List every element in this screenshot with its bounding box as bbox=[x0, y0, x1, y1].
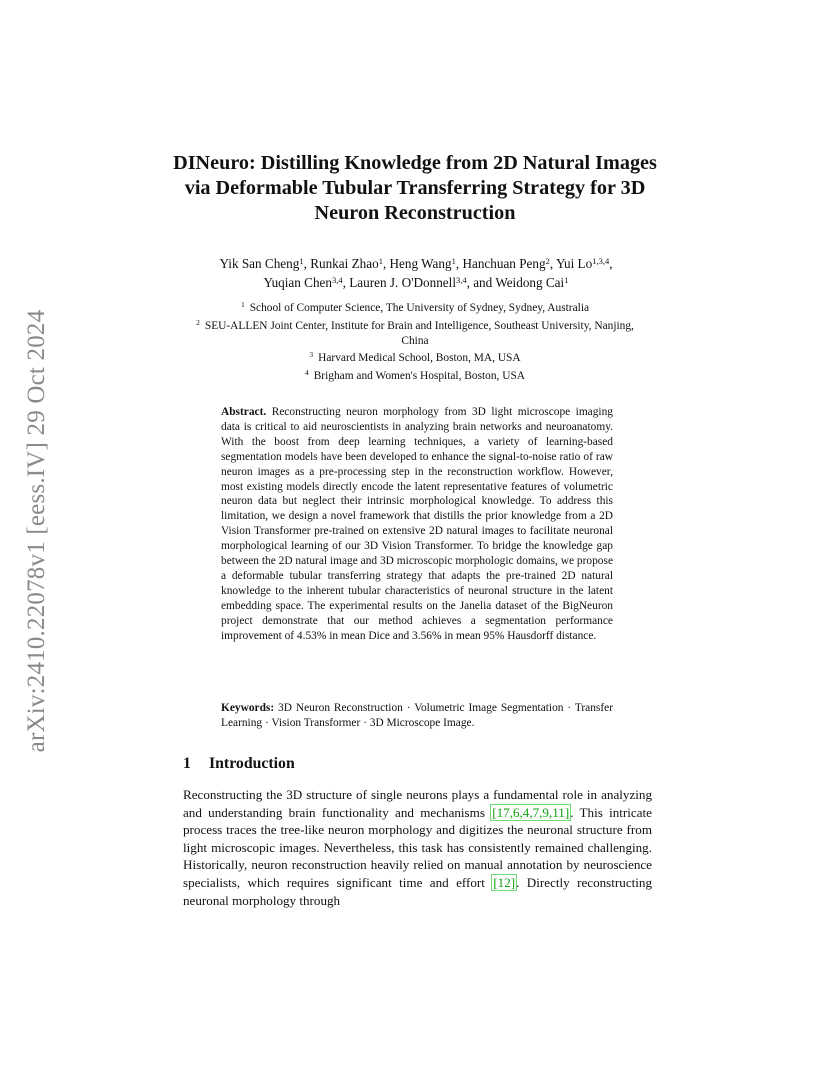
keywords-text: 3D Neuron Reconstruction · Volumetric Image Segmentation · Transfer Learning · Vision Transformer · 3D Microscope Image. bbox=[221, 702, 613, 729]
author: Lauren J. O'Donnell$^{3,4}$, and bbox=[349, 275, 496, 290]
affiliation-list bbox=[195, 298, 635, 384]
intro-text: . Directly reconstructing neuronal morphology through bbox=[183, 874, 652, 908]
abstract-text: Reconstructing neuron morphology from 3D light microscope imaging data is critical to aid neuroscientists in analyzing brain networks and neuroanatomy. With the boost from deep learning techniques, a variety of learning-based segmentation models have been developed to enhance the signal-to-noise ratio of raw neuron images as a pre-processing step in the reconstruction workflow. However, most existing models directly encode the latent representative features of volumetric neuron data but neglect their intrinsic morphological knowledge. To address this limitation, we design a novel framework that distills the prior knowledge from a 2D Vision Transformer pre-trained on extensive 2D natural images to facilitate neuronal morphological learning of our 3D Vision Transformer. To bridge the knowledge gap between the 2D natural image and 3D microscopic morphologic domains, we propose a deformable tubular transferring strategy that adapts the pre-trained 2D natural knowledge to the inherent tubular characteristics of neuronal structure in the latent embedding space. The experimental results on the Janelia dataset of the BigNeuron project demonstrate that our method achieves a segmentation performance improvement of 4.53% in mean Dice and 3.56% in mean 95% Hausdorff distance. bbox=[221, 406, 613, 642]
affiliation: $^1$ School of Computer Science, The University of Sydney, Sydney, Australia bbox=[240, 300, 590, 314]
arxiv-id-text: arXiv:2410.22078v1 [eess.IV] 29 Oct 2024 bbox=[23, 309, 50, 753]
affiliation: $^2$ SEU-ALLEN Joint Center, Institute for Brain and Intelligence, Southeast University, Nanjing, China bbox=[196, 317, 634, 347]
affiliation: $^4$ Brigham and Women's Hospital, Boston, USA bbox=[304, 368, 526, 383]
section-number: 1 bbox=[183, 755, 191, 772]
keywords bbox=[221, 701, 613, 731]
abstract bbox=[221, 405, 613, 644]
author: Yik San Cheng$^1$, bbox=[219, 256, 311, 271]
author: Yui Lo$^{1,3,4}$, bbox=[555, 256, 613, 271]
affiliation: $^3$ Harvard Medical School, Boston, MA, USA bbox=[309, 350, 521, 365]
author: Heng Wang$^1$, bbox=[389, 256, 463, 271]
arxiv-identifier bbox=[22, 290, 52, 772]
keywords-label: Keywords: bbox=[221, 702, 275, 714]
section-title: Introduction bbox=[209, 755, 295, 772]
author-list bbox=[180, 253, 652, 291]
introduction-paragraph bbox=[183, 786, 652, 909]
author: Yuqian Chen$^{3,4}$, bbox=[263, 275, 350, 290]
abstract-label: Abstract. bbox=[221, 406, 267, 418]
author: Weidong Cai$^1$ bbox=[495, 275, 569, 290]
citation-link[interactable]: [17,6,4,7,9,11] bbox=[492, 804, 570, 820]
citation-link[interactable]: [12] bbox=[493, 874, 516, 890]
paper-title: DINeuro: Distilling Knowledge from 2D Natural Images via Deformable Tubular Transferring Strategy for 3D Neuron Reconstruction bbox=[173, 152, 657, 224]
author: Hanchuan Peng$^2$, bbox=[462, 256, 556, 271]
intro-text: . This intricate process traces the tree-like neuron morphology and digitizes the neuronal structure from light microscopic images. Nevertheless, this task has consistently remained challenging. Historically, neuron reconstruction heavily relied on manual annotation by neuroscience specialists, which requires significant time and effort bbox=[183, 804, 652, 890]
intro-text: Reconstructing the 3D structure of single neurons plays a fundamental role in analyzing and understanding brain functionality and mechanisms bbox=[183, 787, 652, 820]
author: Runkai Zhao$^1$, bbox=[310, 256, 390, 271]
section-heading-introduction bbox=[183, 755, 295, 773]
